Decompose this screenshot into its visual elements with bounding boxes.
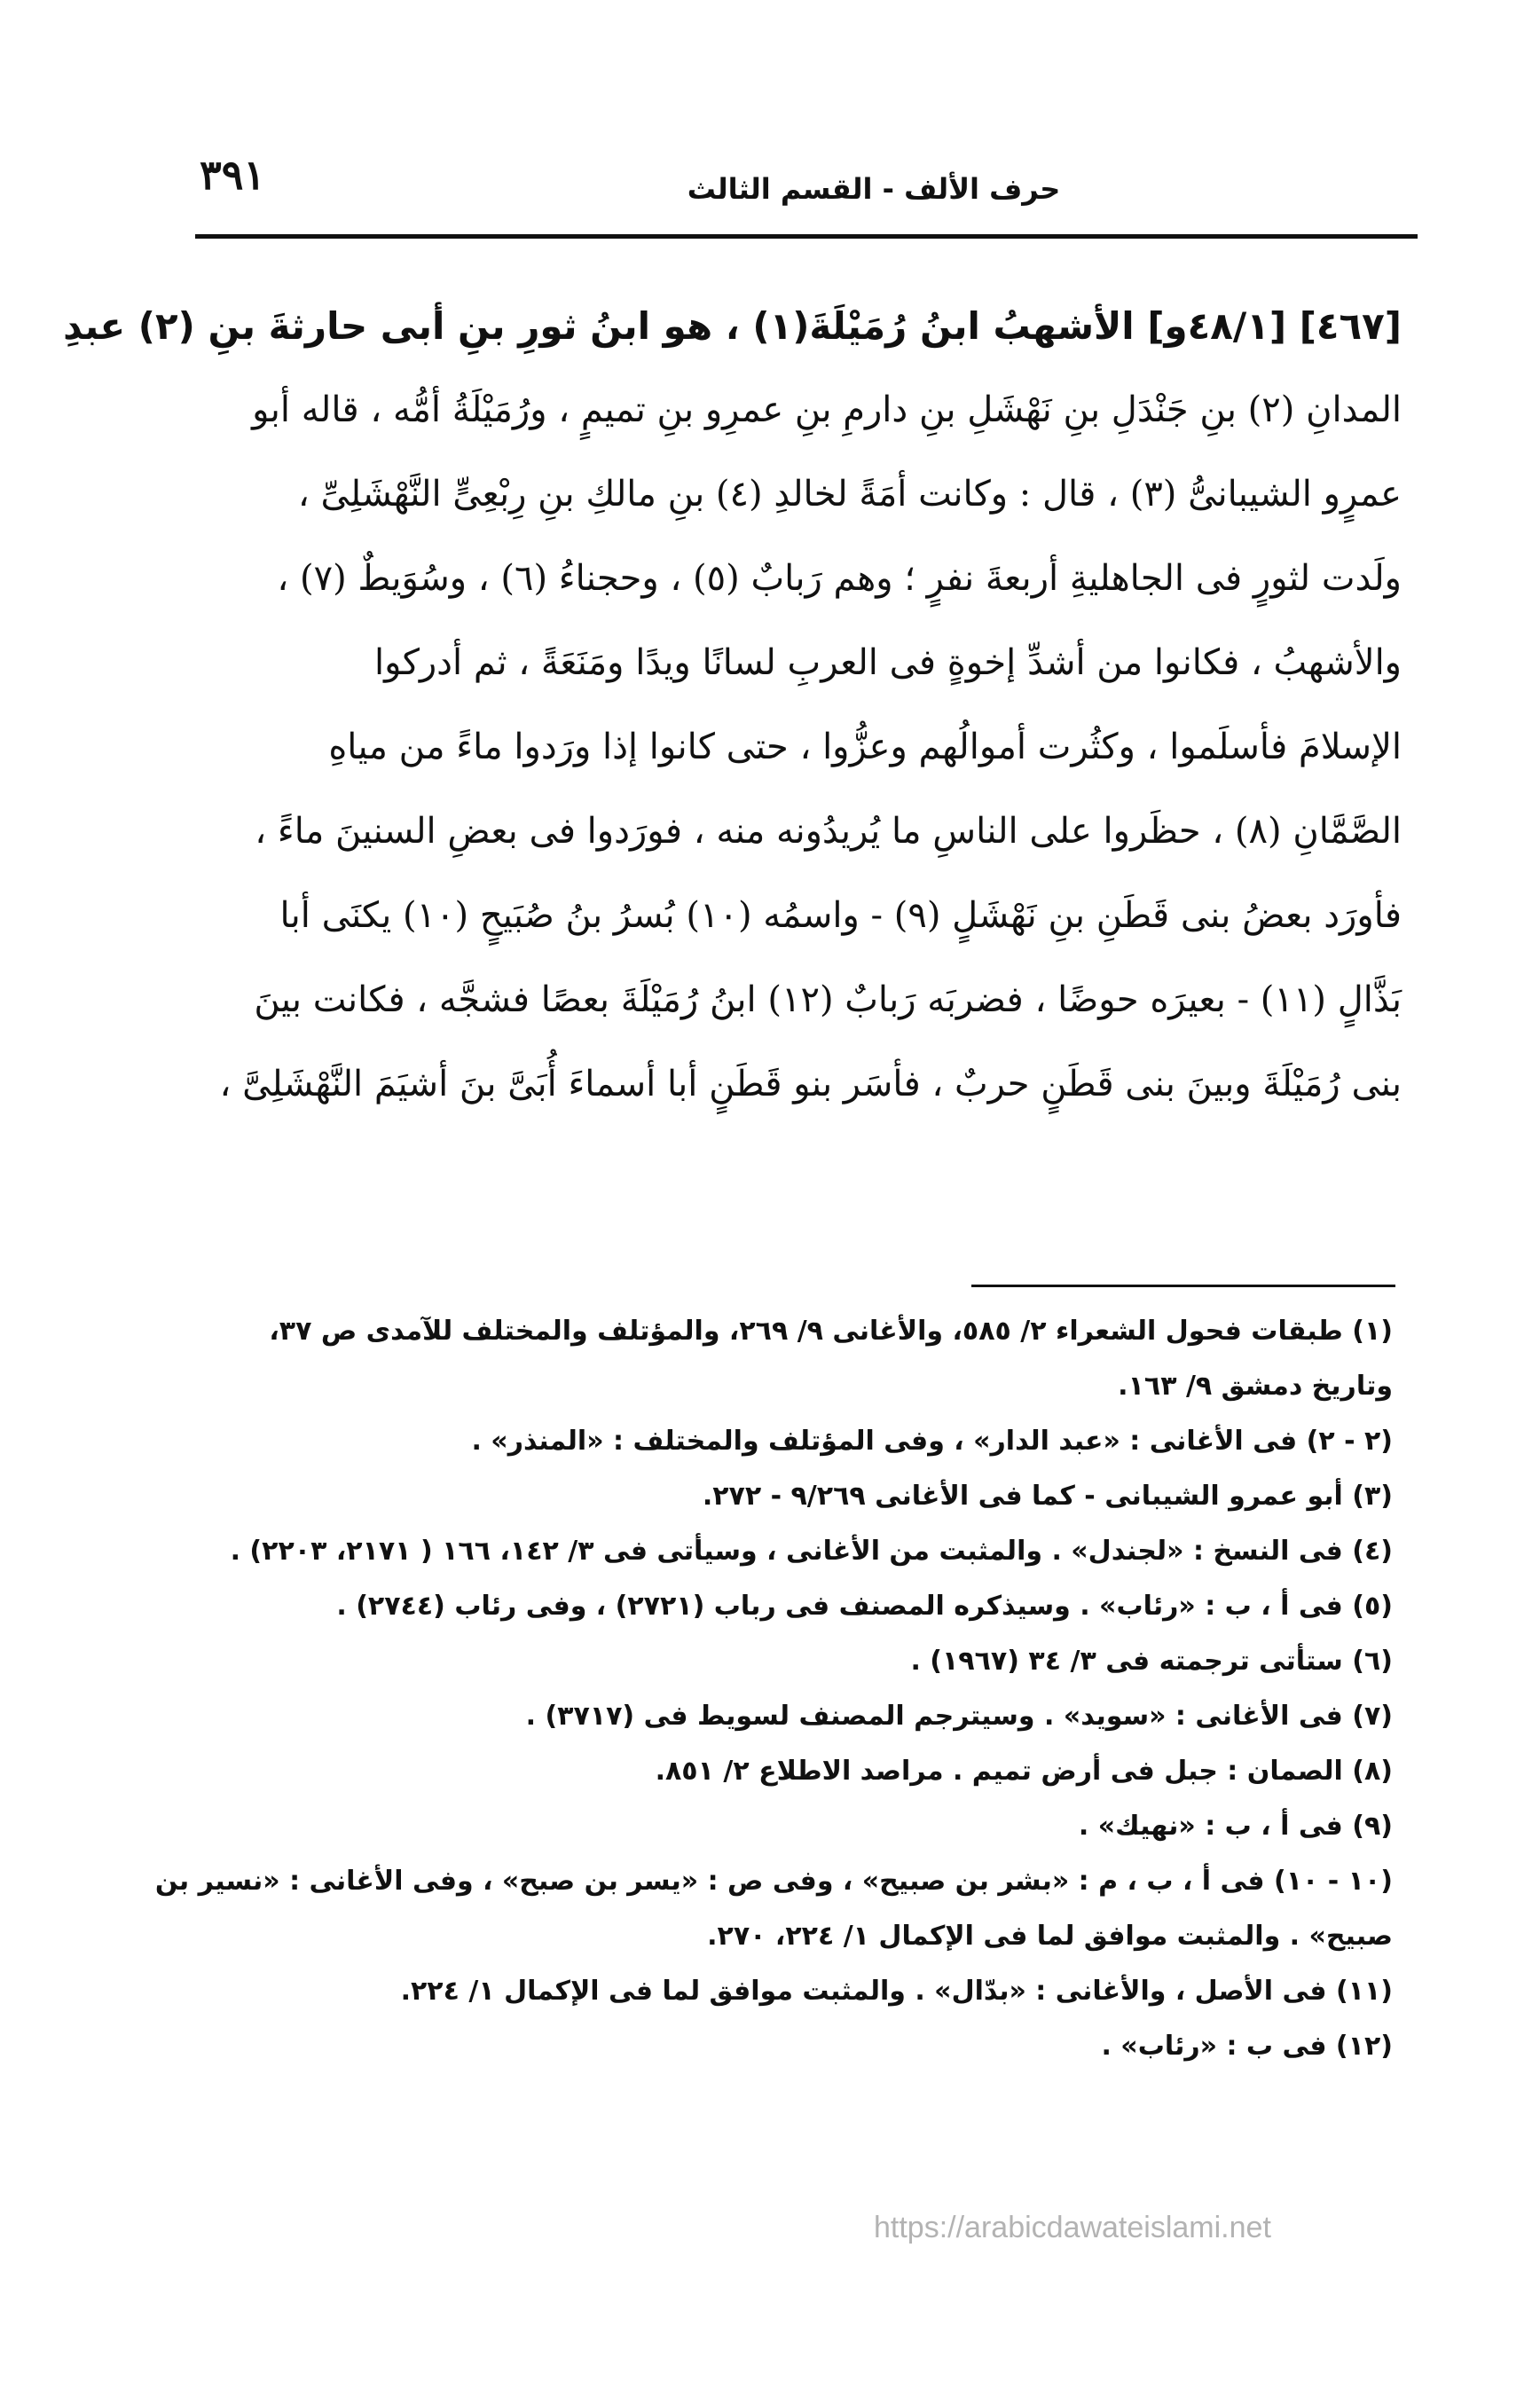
header-rule <box>195 234 1418 239</box>
footnote-continuation: وتاريخ دمشق ٩/ ١٦٣. <box>1118 1371 1393 1402</box>
footnote: (١١) فى الأصل ، والأغانى : «بدّال» . والمثبت موافق لما فى الإكمال ١/ ٢٢٤. <box>400 1976 1393 2007</box>
footnote: (٢ - ٢) فى الأغانى : «عبد الدار» ، وفى المؤتلف والمختلف : «المنذر» . <box>471 1426 1393 1457</box>
text-line: [٤٦٧] [٤٨/١و] الأشهبُ ابنُ رُمَيْلَةَ(١) ، هو ابنُ ثورِ بنِ أبى حارثةَ بنِ (٢) عبدِ <box>63 304 1402 348</box>
footnote-continuation: صبيح» . والمثبت موافق لما فى الإكمال ١/ ٢٢٤، ٢٧٠. <box>707 1921 1393 1952</box>
footnotes <box>154 1304 1393 2074</box>
footnote: (٤) فى النسخ : «لجندل» . والمثبت من الأغانى ، وسيأتى فى ٣/ ١٤٢، ١٦٦ ( ٢١٧١، ٢٢٠٣) . <box>230 1536 1393 1567</box>
footnote: (٥) فى أ ، ب : «رئاب» . وسيذكره المصنف فى رباب (٢٧٢١) ، وفى رئاب (٢٧٤٤) . <box>336 1591 1393 1622</box>
text-line: عمرٍو الشيبانىُّ (٣) ، قال : وكانت أمَةً لخالدِ (٤) بنِ مالكِ بنِ رِبْعِىٍّ النَّهْشَلِىِّ ، <box>297 474 1402 515</box>
text-line: الإسلامَ فأسلَموا ، وكثُرت أموالُهم وعزُّوا ، حتى كانوا إذا ورَدوا ماءً من مياهِ <box>328 727 1402 767</box>
footnote: (٩) فى أ ، ب : «نهيك» . <box>1078 1811 1393 1842</box>
footnote: (٧) فى الأغانى : «سويد» . وسيترجم المصنف لسويط فى (٣٧١٧) . <box>525 1701 1393 1732</box>
main-text <box>63 284 1402 1127</box>
footnote: (١٠ - ١٠) فى أ ، ب ، م : «بشر بن صبيح» ، وفى ص : «يسر بن صبح» ، وفى الأغانى : «نسير بن <box>154 1866 1393 1897</box>
page-number: ٣٩١ <box>200 151 266 199</box>
footnote: (١) طبقات فحول الشعراء ٢/ ٥٨٥، والأغانى ٩/ ٢٦٩، والمؤتلف والمختلف للآمدى ص ٣٧، <box>269 1316 1393 1347</box>
footnote: (٦) ستأتى ترجمته فى ٣/ ٣٤ (١٩٦٧) . <box>910 1646 1393 1677</box>
text-line: والأشهبُ ، فكانوا من أشدِّ إخوةٍ فى العربِ لسانًا ويدًا ومَنَعَةً ، ثم أدركوا <box>374 642 1402 683</box>
text-line: ولَدت لثورٍ فى الجاهليةِ أربعةَ نفرٍ ؛ وهم رَبابٌ (٥) ، وحجناءُ (٦) ، وسُوَيطٌ (٧) ، <box>277 558 1402 599</box>
text-line: المدانِ (٢) بنِ جَنْدَلِ بنِ نَهْشَلِ بنِ دارمِ بنِ عمرِو بنِ تميمٍ ، ورُمَيْلَةُ أمُّه ، قاله أبو <box>252 389 1402 430</box>
text-line: بَذَّالٍ (١١) - بعيرَه حوضًا ، فضربَه رَبابٌ (١٢) ابنُ رُمَيْلَةَ بعصًا فشجَّه ، فكانت بينَ <box>254 979 1402 1020</box>
footnote: (٨) الصمان : جبل فى أرض تميم . مراصد الاطلاع ٢/ ٨٥١. <box>655 1756 1393 1787</box>
running-title: حرف الألف - القسم الثالث <box>687 172 1061 206</box>
footnote: (٣) أبو عمرو الشيبانى - كما فى الأغانى ٩/٢٦٩ - ٢٧٢. <box>702 1481 1393 1512</box>
page-header <box>200 151 1415 222</box>
footnote: (١٢) فى ب : «رئاب» . <box>1101 2031 1393 2062</box>
text-line: فأورَد بعضُ بنى قَطَنِ بنِ نَهْشَلٍ (٩) - واسمُه (١٠) بُسرُ بنُ صُبَيحٍ (١٠) يكنَى أبا <box>279 895 1402 936</box>
watermark-url: https://arabicdawateislami.net <box>874 2211 1271 2244</box>
footnote-separator <box>971 1285 1395 1287</box>
text-line: الصَّمَّانِ (٨) ، حظَروا على الناسِ ما يُريدُونه منه ، فورَدوا فى بعضِ السنينَ ماءً ، <box>255 811 1402 852</box>
text-line: بنى رُمَيْلَةَ وبينَ بنى قَطَنٍ حربٌ ، فأسَر بنو قَطَنٍ أبا أسماءَ أُبَىَّ بنَ أشيَمَ النَّهْشَلِىَّ ، <box>219 1064 1402 1104</box>
